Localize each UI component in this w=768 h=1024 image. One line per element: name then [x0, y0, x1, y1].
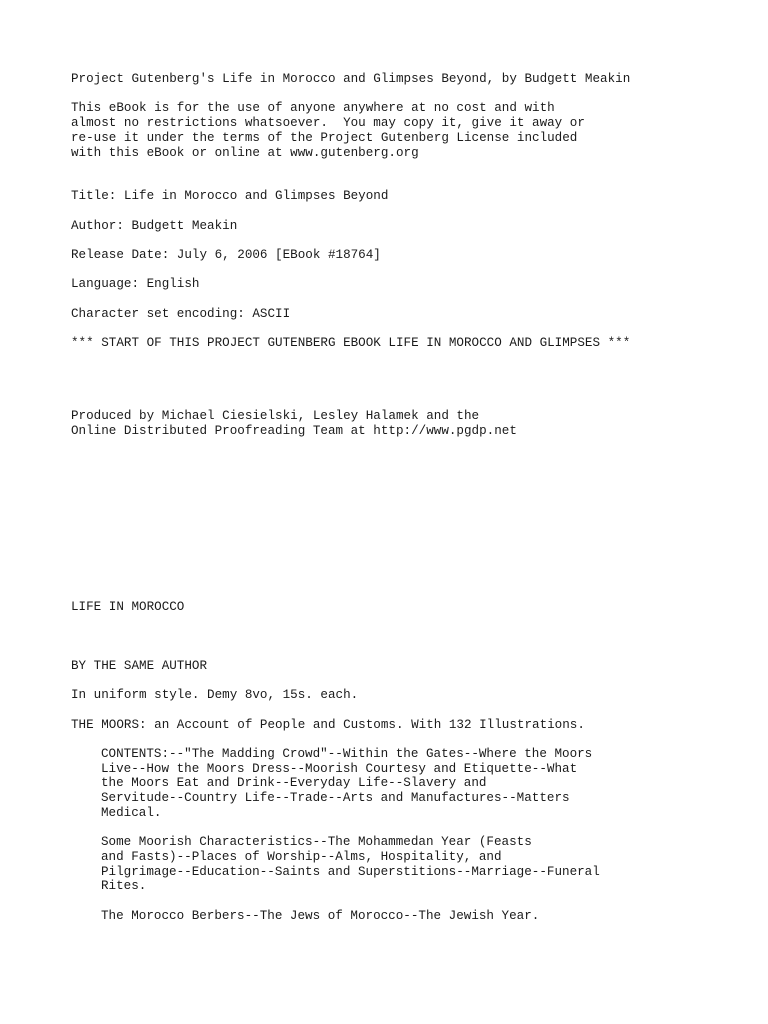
uniform-style-note: In uniform style. Demy 8vo, 15s. each. — [71, 688, 359, 702]
language: Language: English — [71, 277, 200, 291]
book-title: Title: Life in Morocco and Glimpses Beyond — [71, 189, 389, 203]
license-line: almost no restrictions whatsoever. You may copy it, give it away or — [71, 116, 585, 130]
contents-line: CONTENTS:--"The Madding Crowd"--Within the Gates--Where the Moors — [101, 747, 593, 761]
start-marker: *** START OF THIS PROJECT GUTENBERG EBOOK LIFE IN MOROCCO AND GLIMPSES *** — [71, 336, 631, 350]
character-encoding: Character set encoding: ASCII — [71, 307, 291, 321]
header-line: Project Gutenberg's Life in Morocco and Glimpses Beyond, by Budgett Meakin — [71, 72, 631, 86]
same-author-heading: BY THE SAME AUTHOR — [71, 659, 208, 673]
contents-line: The Morocco Berbers--The Jews of Morocco--The Jewish Year. — [101, 909, 540, 923]
the-moors-entry: THE MOORS: an Account of People and Customs. With 132 Illustrations. — [71, 718, 585, 732]
contents-line: Live--How the Moors Dress--Moorish Courtesy and Etiquette--What — [101, 762, 578, 776]
contents-line: and Fasts)--Places of Worship--Alms, Hospitality, and — [101, 850, 502, 864]
credits-line: Online Distributed Proofreading Team at http://www.pgdp.net — [71, 424, 517, 438]
contents-line: the Moors Eat and Drink--Everyday Life--Slavery and — [101, 776, 487, 790]
book-author: Author: Budgett Meakin — [71, 219, 238, 233]
license-line: re-use it under the terms of the Project Gutenberg License included — [71, 131, 578, 145]
license-line: with this eBook or online at www.gutenberg.org — [71, 146, 419, 160]
book-heading: LIFE IN MOROCCO — [71, 600, 185, 614]
contents-line: Servitude--Country Life--Trade--Arts and Manufactures--Matters — [101, 791, 570, 805]
contents-line: Medical. — [101, 806, 162, 820]
license-line: This eBook is for the use of anyone anywhere at no cost and with — [71, 101, 555, 115]
contents-line: Pilgrimage--Education--Saints and Superstitions--Marriage--Funeral — [101, 865, 600, 879]
credits-line: Produced by Michael Ciesielski, Lesley Halamek and the — [71, 409, 480, 423]
release-date: Release Date: July 6, 2006 [EBook #18764] — [71, 248, 381, 262]
contents-line: Some Moorish Characteristics--The Mohammedan Year (Feasts — [101, 835, 532, 849]
contents-line: Rites. — [101, 879, 147, 893]
